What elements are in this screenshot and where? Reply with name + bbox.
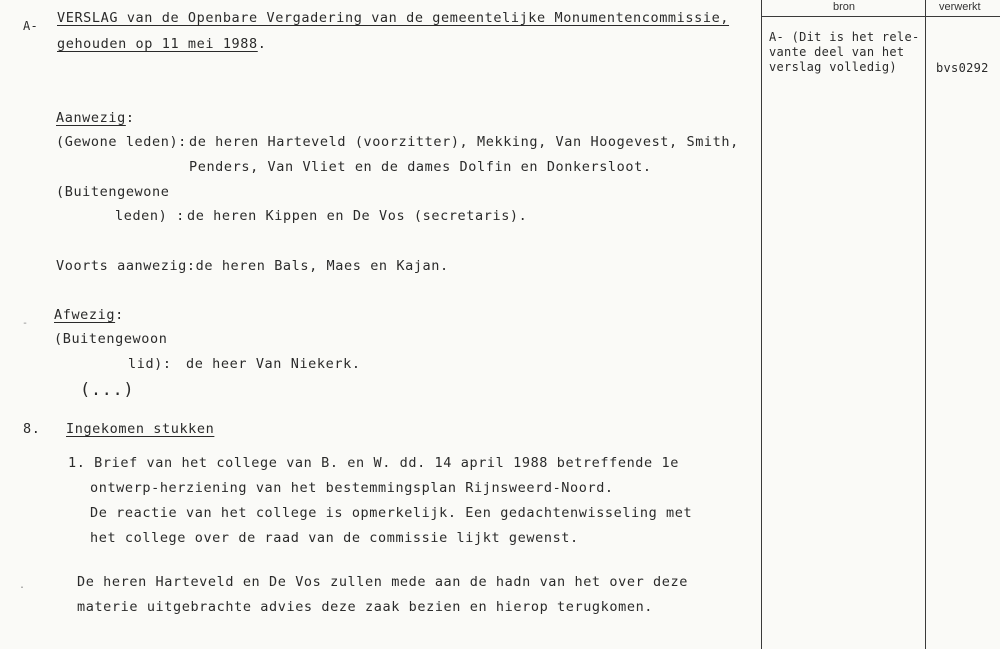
- column-header-bron: bron: [833, 1, 856, 13]
- also-present: Voorts aanwezig:de heren Bals, Maes en Kajan.: [56, 258, 449, 274]
- extra-members-label-1: (Buitengewone: [56, 184, 170, 200]
- regular-members-names-2: Penders, Van Vliet en de dames Dolfin en Donkersloot.: [189, 159, 652, 175]
- verwerkt-code: bvs0292: [936, 61, 989, 75]
- report-title-line-2: [57, 38, 266, 52]
- report-title-line-1: VERSLAG van de Openbare Vergadering van de gemeentelijke Monumentencommissie,: [57, 10, 730, 26]
- scan-speck: .: [19, 580, 26, 591]
- conclusion-line-2: materie uitgebrachte advies deze zaak bezien en hierop terugkomen.: [77, 599, 654, 615]
- report-date: gehouden op 11 mei 1988: [57, 36, 258, 52]
- absent-names: de heer Van Niekerk.: [186, 356, 361, 372]
- regular-members-names-1: de heren Harteveld (voorzitter), Mekking, Van Hoogevest, Smith,: [189, 134, 739, 150]
- absent-heading-text: Afwezig: [54, 307, 116, 323]
- item-entry-line-3: De reactie van het college is opmerkelijk. Een gedachtenwisseling met: [90, 505, 693, 521]
- bron-note-line-3: verslag volledig): [769, 60, 897, 74]
- item-entry-line-2: ontwerp-herziening van het bestemmingsplan Rijnsweerd-Noord.: [90, 480, 614, 496]
- extra-members-label-2: leden) :: [115, 208, 185, 224]
- margin-left-border: [761, 0, 762, 649]
- scan-speck: -: [22, 318, 29, 329]
- margin-header-rule: [761, 16, 1000, 17]
- absent-heading-colon: :: [115, 307, 124, 323]
- absent-heading: [54, 309, 124, 323]
- column-header-verwerkt: verwerkt: [939, 1, 981, 13]
- absent-label-1: (Buitengewoon: [54, 331, 168, 347]
- item-heading: Ingekomen stukken: [66, 421, 215, 437]
- present-heading-colon: :: [125, 110, 135, 126]
- regular-members-label: (Gewone leden):: [56, 134, 187, 150]
- extra-members-names: de heren Kippen en De Vos (secretaris).: [187, 208, 528, 224]
- item-entry-line-4: het college over de raad van de commissie lijkt gewenst.: [90, 530, 579, 546]
- bron-note-line-1: A- (Dit is het rele-: [769, 30, 920, 44]
- conclusion-line-1: De heren Harteveld en De Vos zullen mede aan de hadn van het over deze: [77, 574, 688, 590]
- margin-middle-border: [925, 0, 926, 649]
- section-marker: A-: [23, 19, 39, 33]
- absent-label-2: lid):: [128, 356, 172, 372]
- item-number: 8.: [23, 421, 41, 437]
- present-heading: [56, 112, 135, 126]
- item-entry-line-1: 1. Brief van het college van B. en W. dd. 14 april 1988 betreffende 1e: [68, 455, 679, 471]
- bron-note-line-2: vante deel van het: [769, 45, 905, 59]
- present-heading-text: Aanwezig: [56, 110, 126, 126]
- omission-marker: (...): [80, 380, 135, 400]
- report-title-period: .: [257, 36, 267, 52]
